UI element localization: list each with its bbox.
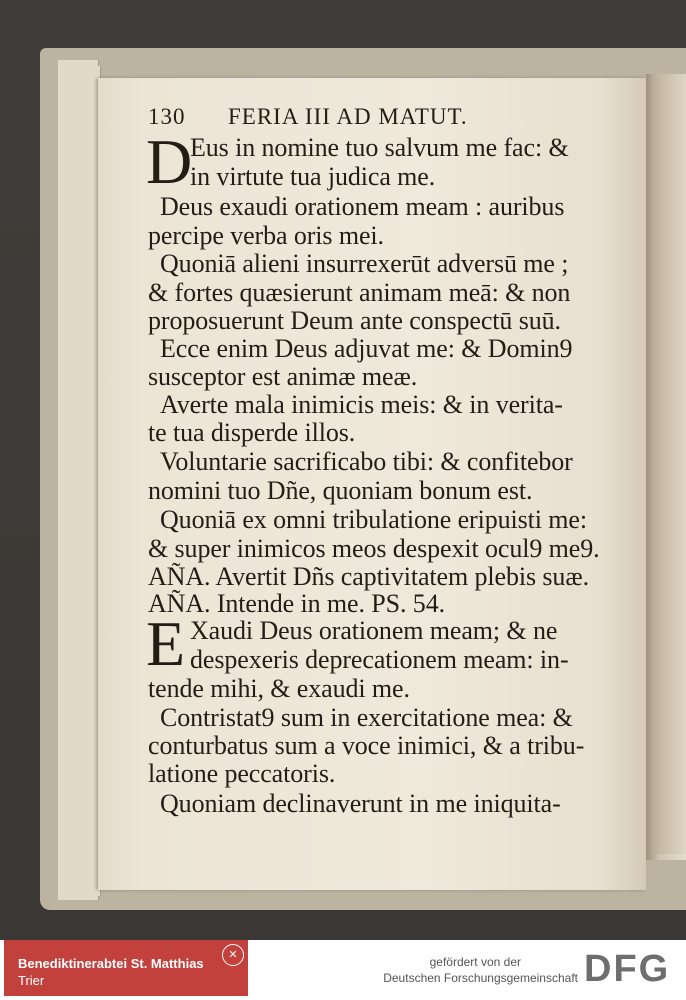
- drop-cap-initial: D: [146, 126, 193, 197]
- text-line: proposuerunt Deum ante conspectū suū.: [148, 306, 561, 335]
- text-line: in virtute tua judica me.: [190, 162, 436, 191]
- institution-name: Benediktinerabtei St. Matthias: [18, 956, 204, 971]
- text-line: Contristat9 sum in exercitatione mea: &: [160, 703, 573, 732]
- text-line: AÑA. Avertit Dñs captivitatem plebis suæ.: [148, 562, 589, 591]
- text-line: Ecce enim Deus adjuvat me: & Domin9: [160, 334, 573, 363]
- text-line: Quoniam declinaverunt in me iniquita-: [160, 789, 561, 818]
- institution-city: Trier: [18, 973, 45, 988]
- text-line: tende mihi, & exaudi me.: [148, 674, 410, 703]
- text-line: & fortes quæsierunt animam meā: & non: [148, 278, 571, 307]
- facing-page: [652, 74, 686, 854]
- text-line: susceptor est animæ meæ.: [148, 362, 418, 391]
- funder-text-line1: gefördert von der: [429, 955, 521, 969]
- page-number: 130: [148, 104, 186, 129]
- text-line: Averte mala inimicis meis: & in verita-: [160, 390, 563, 419]
- funder-text-line2: Deutschen Forschungsgemeinschaft: [383, 971, 578, 985]
- text-line: Voluntarie sacrificabo tibi: & confitebor: [160, 447, 573, 476]
- text-line: Deus exaudi orationem meam : auribus: [160, 192, 565, 221]
- abbey-logo-icon: ✕: [222, 944, 244, 966]
- text-line: latione peccatoris.: [148, 759, 336, 788]
- text-line: AÑA. Intende in me. PS. 54.: [148, 589, 445, 618]
- text-line: conturbatus sum a voce inimici, & a tribu-: [148, 731, 585, 760]
- text-line: Quoniā alieni insurrexerūt adversū me ;: [160, 249, 569, 278]
- text-line: Xaudi Deus orationem meam; & ne: [190, 616, 558, 645]
- text-line: Quoniā ex omni tribulatione eripuisti me:: [160, 505, 587, 534]
- running-head-title: FERIA III AD MATUT.: [228, 104, 468, 129]
- text-line: & super inimicos meos despexit ocul9 me9.: [148, 534, 600, 563]
- drop-cap-initial: E: [146, 608, 186, 679]
- text-line: nomini tuo Dñe, quoniam bonum est.: [148, 476, 533, 505]
- text-line: te tua disperde illos.: [148, 418, 356, 447]
- dfg-logo[interactable]: DFG: [584, 948, 671, 990]
- text-line: despexeris deprecationem meam: in-: [190, 645, 569, 674]
- text-line: Eus in nomine tuo salvum me fac: &: [190, 133, 569, 162]
- text-line: percipe verba oris mei.: [148, 221, 384, 250]
- running-header: [148, 104, 468, 130]
